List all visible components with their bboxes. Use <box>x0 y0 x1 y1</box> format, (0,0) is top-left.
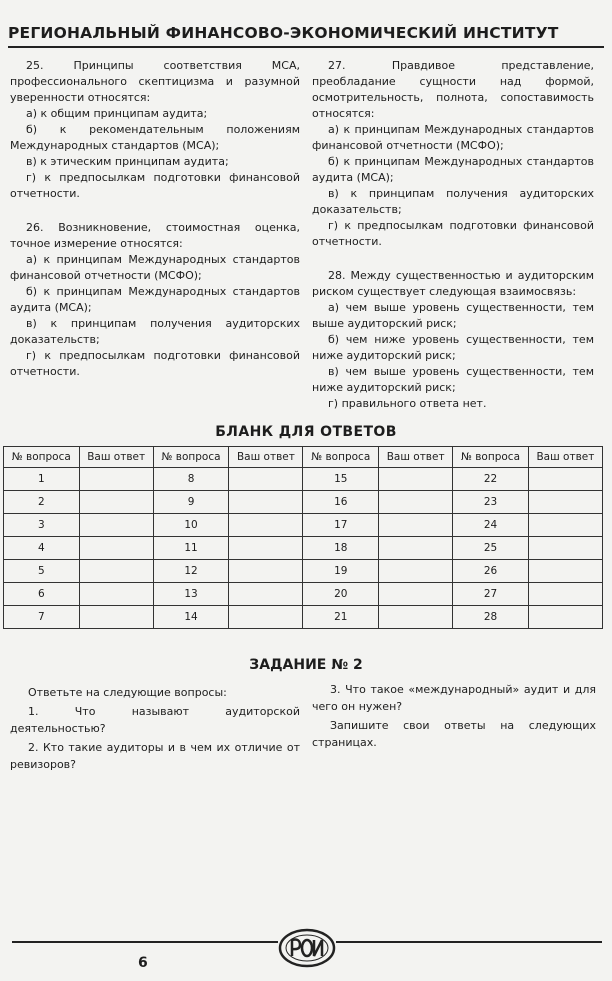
question-option: в) чем выше уровень существенности, тем ниже аудиторский риск; <box>312 365 594 394</box>
answer-cell[interactable] <box>229 560 303 583</box>
table-row <box>4 583 603 606</box>
question-option: б) к принципам Международных стандартов аудита (МСА); <box>10 285 300 314</box>
question-number-cell: 1 <box>4 468 80 491</box>
answer-table-header-row <box>4 447 603 468</box>
answer-cell[interactable] <box>379 583 453 606</box>
question-option: а) к принципам Международных стандартов финансовой отчетности (МСФО); <box>10 253 300 282</box>
question-number-cell: 26 <box>453 560 529 583</box>
answer-cell[interactable] <box>528 560 602 583</box>
header-your-answer: Ваш ответ <box>528 447 602 468</box>
answer-cell[interactable] <box>79 537 153 560</box>
header-your-answer: Ваш ответ <box>229 447 303 468</box>
questions-right-column <box>312 58 594 430</box>
page-header-title: РЕГИОНАЛЬНЫЙ ФИНАНСОВО-ЭКОНОМИЧЕСКИЙ ИНСТИТУТ <box>8 24 559 42</box>
answer-cell[interactable] <box>229 537 303 560</box>
question-number-cell: 13 <box>153 583 229 606</box>
institute-logo <box>278 928 336 968</box>
question-stem: 27. Правдивое представление, преобладание сущности над формой, осмотрительность, полнота, сопоставимость относятся: <box>312 59 594 120</box>
question-option: в) к этическим принципам аудита; <box>26 155 229 168</box>
question-number-cell: 15 <box>303 468 379 491</box>
question-option: а) к общим принципам аудита; <box>26 107 208 120</box>
answer-cell[interactable] <box>379 491 453 514</box>
question-28 <box>312 268 594 412</box>
question-number-cell: 20 <box>303 583 379 606</box>
answer-cell[interactable] <box>229 606 303 629</box>
question-number-cell: 28 <box>453 606 529 629</box>
question-stem: 26. Возникновение, стоимостная оценка, точное измерение относятся: <box>10 221 300 250</box>
question-number-cell: 10 <box>153 514 229 537</box>
answer-cell[interactable] <box>379 560 453 583</box>
question-number-cell: 12 <box>153 560 229 583</box>
task-2-line: 3. Что такое «международный» аудит и для чего он нужен? <box>312 683 596 713</box>
table-row <box>4 560 603 583</box>
header-your-answer: Ваш ответ <box>379 447 453 468</box>
question-option: б) к рекомендательным положениям Международных стандартов (МСА); <box>10 123 300 152</box>
question-option: а) чем выше уровень существенности, тем выше аудиторский риск; <box>312 301 594 330</box>
answer-cell[interactable] <box>79 514 153 537</box>
question-number-cell: 3 <box>4 514 80 537</box>
question-stem: 28. Между существенностью и аудиторским риском существует следующая взаимосвязь: <box>312 269 594 298</box>
table-row <box>4 537 603 560</box>
question-number-cell: 9 <box>153 491 229 514</box>
answer-cell[interactable] <box>229 491 303 514</box>
answer-cell[interactable] <box>379 468 453 491</box>
task-2-line: 2. Кто такие аудиторы и в чем их отличие от ревизоров? <box>10 741 300 771</box>
question-option: а) к принципам Международных стандартов финансовой отчетности (МСФО); <box>312 123 594 152</box>
question-26 <box>10 220 300 380</box>
answer-cell[interactable] <box>79 560 153 583</box>
task-2-line: Ответьте на следующие вопросы: <box>28 686 227 699</box>
question-number-cell: 5 <box>4 560 80 583</box>
question-number-cell: 4 <box>4 537 80 560</box>
answer-table-body <box>4 468 603 629</box>
answer-sheet-title: БЛАНК ДЛЯ ОТВЕТОВ <box>215 424 397 440</box>
task-2-title: ЗАДАНИЕ № 2 <box>249 657 363 673</box>
question-number-cell: 7 <box>4 606 80 629</box>
question-number-cell: 6 <box>4 583 80 606</box>
header-your-answer: Ваш ответ <box>79 447 153 468</box>
table-row <box>4 491 603 514</box>
question-number-cell: 22 <box>453 468 529 491</box>
answer-cell[interactable] <box>528 583 602 606</box>
answer-cell[interactable] <box>379 606 453 629</box>
question-option: б) чем ниже уровень существенности, тем ниже аудиторский риск; <box>312 333 594 362</box>
header-question-number: № вопроса <box>153 447 229 468</box>
header-rule <box>8 46 604 48</box>
question-number-cell: 21 <box>303 606 379 629</box>
question-number-cell: 23 <box>453 491 529 514</box>
answer-cell[interactable] <box>379 537 453 560</box>
answer-cell[interactable] <box>79 606 153 629</box>
answer-cell[interactable] <box>528 491 602 514</box>
question-number-cell: 18 <box>303 537 379 560</box>
header-question-number: № вопроса <box>303 447 379 468</box>
header-question-number: № вопроса <box>4 447 80 468</box>
question-number-cell: 2 <box>4 491 80 514</box>
task-2-line: Запишите свои ответы на следующих страницах. <box>312 719 596 749</box>
question-number-cell: 14 <box>153 606 229 629</box>
answer-cell[interactable] <box>229 514 303 537</box>
answer-cell[interactable] <box>79 583 153 606</box>
task-2-line: 1. Что называют аудиторской деятельностью? <box>10 705 300 735</box>
answer-cell[interactable] <box>528 468 602 491</box>
answer-cell[interactable] <box>229 468 303 491</box>
answer-cell[interactable] <box>79 468 153 491</box>
task-2-left-column <box>10 684 300 775</box>
table-row <box>4 468 603 491</box>
question-option: в) к принципам получения аудиторских доказательств; <box>312 187 594 216</box>
answer-cell[interactable] <box>79 491 153 514</box>
question-number-cell: 16 <box>303 491 379 514</box>
answer-sheet-table <box>3 446 603 629</box>
answer-cell[interactable] <box>229 583 303 606</box>
question-option: г) к предпосылкам подготовки финансовой отчетности. <box>10 349 300 378</box>
question-option: г) к предпосылкам подготовки финансовой отчетности. <box>312 219 594 248</box>
question-number-cell: 8 <box>153 468 229 491</box>
header-question-number: № вопроса <box>453 447 529 468</box>
question-25 <box>10 58 300 202</box>
table-row <box>4 606 603 629</box>
answer-cell[interactable] <box>528 514 602 537</box>
question-number-cell: 19 <box>303 560 379 583</box>
questions-left-column <box>10 58 300 398</box>
question-number-cell: 24 <box>453 514 529 537</box>
question-option: в) к принципам получения аудиторских доказательств; <box>10 317 300 346</box>
page-number: 6 <box>138 955 148 971</box>
question-number-cell: 25 <box>453 537 529 560</box>
table-row <box>4 514 603 537</box>
question-option: г) правильного ответа нет. <box>328 397 487 410</box>
question-option: г) к предпосылкам подготовки финансовой отчетности. <box>10 171 300 200</box>
answer-cell[interactable] <box>528 537 602 560</box>
question-stem: 25. Принципы соответствия МСА, профессионального скептицизма и разумной уверенности относятся: <box>10 59 300 104</box>
answer-cell[interactable] <box>528 606 602 629</box>
question-number-cell: 17 <box>303 514 379 537</box>
answer-cell[interactable] <box>379 514 453 537</box>
question-number-cell: 27 <box>453 583 529 606</box>
task-2-right-column <box>312 681 596 753</box>
question-number-cell: 11 <box>153 537 229 560</box>
question-27 <box>312 58 594 250</box>
question-option: б) к принципам Международных стандартов аудита (МСА); <box>312 155 594 184</box>
